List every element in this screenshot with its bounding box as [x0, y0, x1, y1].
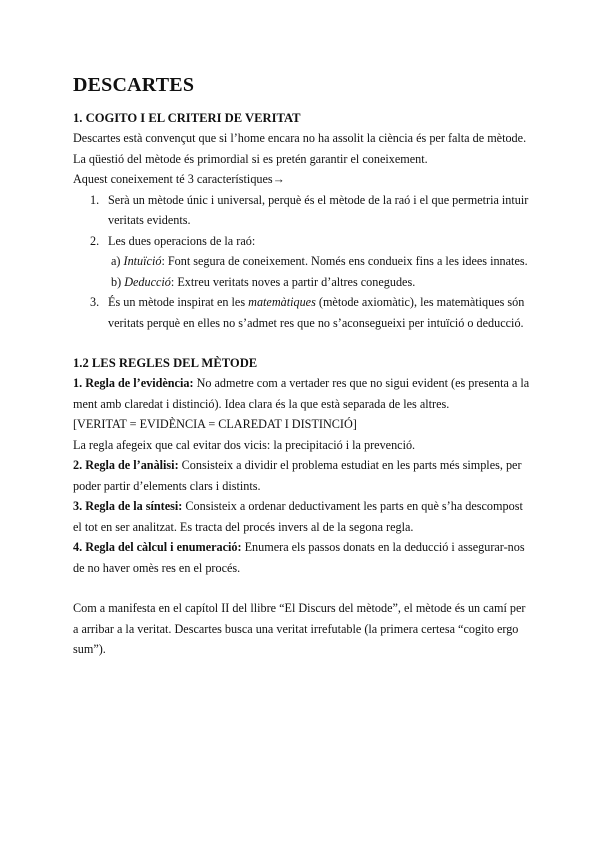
rule-note: La regla afegeix que cal evitar dos vicis: la precipitació i la prevenció.: [73, 437, 416, 452]
sublist-item: [111, 251, 533, 272]
list-number: 2.: [90, 233, 100, 248]
sublist: [73, 251, 533, 292]
rule-text: Consisteix a ordenar deductivament les parts en què s’ha descompost el tot en ser analitzat. Es tracta del procés invers al de la segona regla.: [73, 499, 523, 534]
sublist-item: [111, 272, 533, 293]
list-item-term: matemàtiques: [248, 295, 316, 309]
list-item: [73, 231, 533, 252]
sublist-text: : Extreu veritats noves a partir d’altres conegudes.: [170, 274, 416, 289]
list-item: [73, 292, 533, 333]
list-item-text: Serà un mètode únic i universal, perquè és el mètode de la raó i el que permetria intuir veritats evidents.: [108, 192, 529, 227]
sublist-term: Intuïció: [123, 254, 162, 268]
rule-evidence: [73, 373, 533, 414]
sublist-label: b): [111, 274, 122, 289]
list-item-text: (mètode axiomàtic), les matemàtiques són veritats perquè en elles no s’admet res que no s’aconsegueixi per intuïció o deducció.: [108, 295, 525, 330]
rule-analysis: [73, 455, 533, 496]
document-page: [73, 72, 533, 660]
rule-formula: [VERITAT = EVIDÈNCIA = CLAREDAT I DISTINCIÓ]: [73, 417, 357, 431]
rule-label: 3. Regla de la síntesi:: [73, 499, 183, 513]
rule-text: Enumera els passos donats en la deducció i assegurar-nos de no haver omès res en el procés.: [73, 540, 525, 575]
section-heading-rules: 1.2 LES REGLES DEL MÈTODE: [73, 356, 258, 370]
rule-text: No admetre com a vertader res que no sigui evident (es presenta a la ment amb claredat i distinció). Idea clara és la que està separada de les altres.: [73, 376, 530, 411]
sublist-term: Deducció: [124, 274, 171, 289]
rule-label: 1. Regla de l’evidència:: [73, 376, 194, 390]
rule-text: Consisteix a dividir el problema estudiat en les parts més simples, per poder partir d’elements clars i distints.: [73, 458, 522, 493]
list-number: 3.: [90, 295, 100, 309]
list-item: [73, 190, 533, 231]
rule-enumeration: [73, 537, 533, 578]
rule-label: 2. Regla de l’anàlisi:: [73, 458, 179, 472]
paragraph-intro-3: Aquest coneixement té 3 característiques→: [73, 172, 285, 186]
list-number: 1.: [90, 192, 100, 207]
characteristics-list: [73, 190, 533, 334]
paragraph-intro-1: Descartes està convençut que si l’home encara no ha assolit la ciència és per falta de mètode.: [73, 131, 527, 145]
list-item-text: Les dues operacions de la raó:: [108, 233, 256, 248]
page-title: DESCARTES: [73, 74, 195, 96]
list-item-text: És un mètode inspirat en les: [108, 295, 249, 309]
sublist-text: : Font segura de coneixement. Només ens condueix fins a les idees innates.: [161, 254, 528, 268]
rule-label: 4. Regla del càlcul i enumeració:: [73, 540, 242, 554]
paragraph-intro-2: La qüestió del mètode és primordial si es pretén garantir el coneixement.: [73, 151, 428, 166]
section-heading-cogito: 1. COGITO I EL CRITERI DE VERITAT: [73, 111, 301, 125]
sublist-label: a): [111, 254, 121, 268]
closing-paragraph: Com a manifesta en el capítol II del llibre “El Discurs del mètode”, el mètode és un camí per a arribar a la veritat. Descartes busca una veritat irrefutable (la primera certesa “cogito ergo sum”).: [73, 601, 526, 656]
rule-synthesis: [73, 496, 533, 537]
